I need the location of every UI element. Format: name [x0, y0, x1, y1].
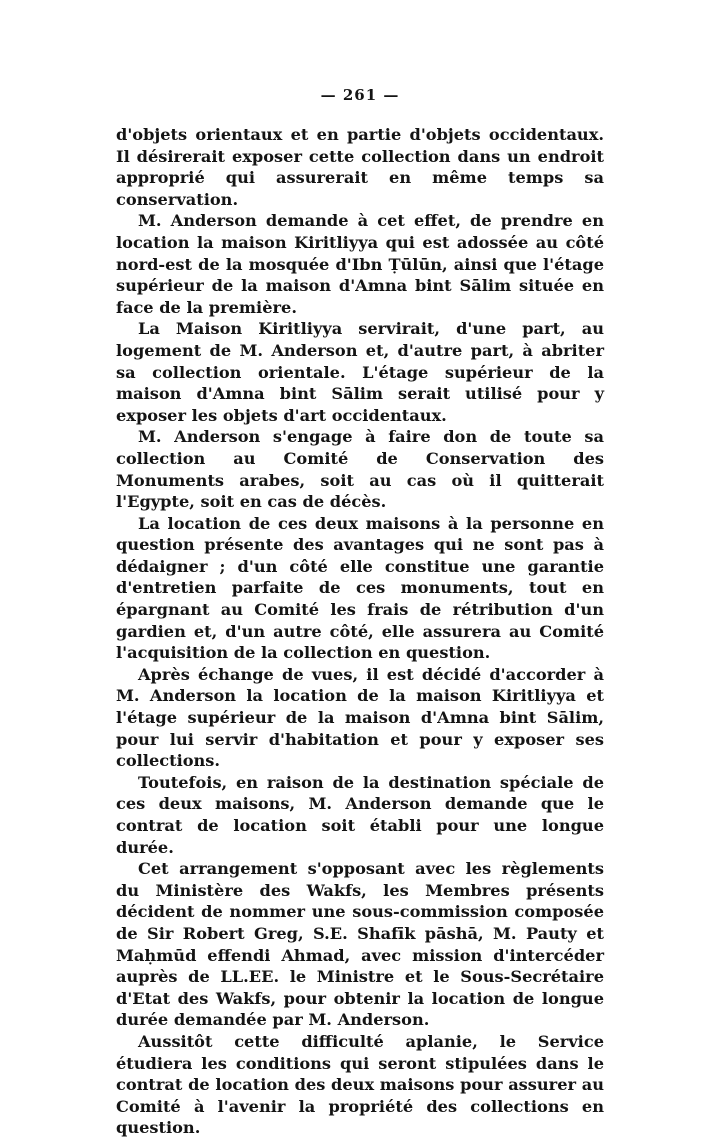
- paragraph-advantages: La location de ces deux maisons à la personne en question présente des avantages qui ne sont pas à dédaigner ; d'un côté elle constitue une garantie d'entretien parfaite de ces monuments, tout en épargnant au Comité les frais de rétribution d'un gardien et, d'un autre côté, elle assurera au Comité l'acquisition de la collection en question.: [116, 513, 604, 663]
- page-number: — 261 —: [320, 86, 400, 104]
- paragraph-continuation: d'objets orientaux et en partie d'objets occidentaux. Il désirerait exposer cette collection dans un endroit approprié qui assurerait en même temps sa conservation.: [116, 125, 604, 209]
- paragraph-subcommission: Cet arrangement s'opposant avec les règlements du Ministère des Wakfs, les Membres présents décident de nommer une sous-commission composée de Sir Robert Greg, S.E. Shafīk pāshā, M. Pauty et Maḥmūd effendi Ahmad, avec mission d'intercéder auprès de LL.EE. le Ministre et le Sous-Secrétaire d'Etat des Wakfs, pour obtenir la location de longue durée demandée par M. Anderson.: [116, 859, 604, 1030]
- paragraph-donation: M. Anderson s'engage à faire don de toute sa collection au Comité de Conservation des Monuments arabes, soit au cas où il quitterait l'Egypte, soit en cas de décès.: [116, 427, 604, 512]
- paragraph-usage: La Maison Kiritliyya servirait, d'une part, au logement de M. Anderson et, d'autre part, à abriter sa collection orientale. L'étage supérieur de la maison d'Amna bint Sālim serait utilisé pour y exposer les objets d'art occidentaux.: [116, 319, 604, 425]
- paragraph-request: M. Anderson demande à cet effet, de prendre en location la maison Kiritliyya qui est adossée au côté nord-est de la mosquée d'Ibn Ṭūlūn, ainsi que l'étage supérieur de la maison d'Amna bint Sālim située en face de la première.: [116, 211, 604, 317]
- paragraph-conclusion: Aussitôt cette difficulté aplanie, le Service étudiera les conditions qui seront stipulées dans le contrat de location des deux maisons pour assurer au Comité à l'avenir la propriété des collections en question.: [116, 1031, 604, 1138]
- paragraph-decision: Après échange de vues, il est décidé d'accorder à M. Anderson la location de la maison Kiritliyya et l'étage supérieur de la maison d'Amna bint Sālim, pour lui servir d'habitation et pour y exposer ses collections.: [116, 664, 604, 771]
- document-page: [116, 86, 604, 1139]
- paragraph-contract-duration: Toutefois, en raison de la destination spéciale de ces deux maisons, M. Anderson demande que le contrat de location soit établi pour une longue durée.: [116, 772, 604, 857]
